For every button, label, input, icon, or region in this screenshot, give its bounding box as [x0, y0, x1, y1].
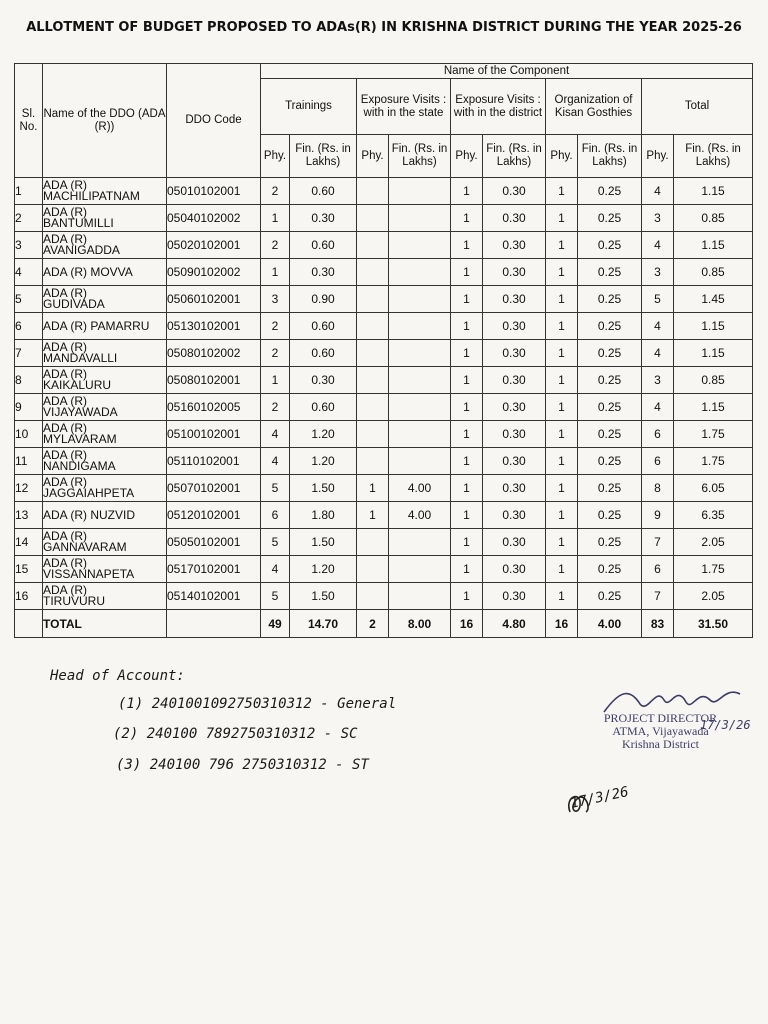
sl-no-cell: 12 — [15, 475, 43, 502]
table-row — [15, 259, 753, 286]
exposure-district-phy-cell: 1 — [451, 205, 483, 232]
ddo-name-place: TIRUVURU — [43, 594, 105, 608]
exposure-state-phy-cell — [357, 205, 389, 232]
total-phy-cell: 7 — [642, 529, 674, 556]
ddo-name-cell — [43, 556, 167, 583]
total-fin-cell: 1.75 — [674, 556, 753, 583]
sl-no-cell: 2 — [15, 205, 43, 232]
exposure-state-phy-cell: 1 — [357, 475, 389, 502]
trainings-fin-cell: 1.80 — [290, 502, 357, 529]
header-ddo-name: Name of the DDO (ADA (R)) — [43, 64, 167, 178]
table-row — [15, 421, 753, 448]
trainings-fin-cell: 1.50 — [290, 583, 357, 610]
table-row — [15, 556, 753, 583]
ddo-name-prefix: ADA (R) PAMARRU — [43, 318, 150, 333]
exposure-state-fin-cell — [389, 178, 451, 205]
header-ddo-code: DDO Code — [167, 64, 261, 178]
gosthies-fin-cell: 0.25 — [578, 583, 642, 610]
trainings-fin-cell: 0.90 — [290, 286, 357, 313]
total-phy-cell: 6 — [642, 556, 674, 583]
total-trainings-phy: 49 — [261, 610, 290, 638]
total-phy-cell: 4 — [642, 340, 674, 367]
header-phy: Phy. — [451, 135, 483, 178]
ddo-code-cell: 05050102001 — [167, 529, 261, 556]
exposure-district-phy-cell: 1 — [451, 421, 483, 448]
exposure-district-phy-cell: 1 — [451, 448, 483, 475]
trainings-phy-cell: 6 — [261, 502, 290, 529]
total-phy: 83 — [642, 610, 674, 638]
gosthies-phy-cell: 1 — [546, 448, 578, 475]
ddo-name-cell — [43, 259, 167, 286]
exposure-state-fin-cell — [389, 367, 451, 394]
ddo-name-place: VIJAYAWADA — [43, 405, 118, 419]
table-row — [15, 232, 753, 259]
ddo-name-place: KAIKALURU — [43, 378, 112, 392]
initials-date: 17/3/26 — [568, 784, 631, 812]
exposure-state-fin-cell — [389, 232, 451, 259]
handwritten-account-1: (1) 2401001092750310312 - General — [118, 696, 397, 712]
table-row — [15, 475, 753, 502]
ddo-name-cell — [43, 421, 167, 448]
total-fin-cell: 1.15 — [674, 313, 753, 340]
table-row — [15, 529, 753, 556]
exposure-district-fin-cell: 0.30 — [483, 313, 546, 340]
exposure-state-phy-cell — [357, 529, 389, 556]
exposure-district-fin-cell: 0.30 — [483, 583, 546, 610]
header-phy: Phy. — [546, 135, 578, 178]
exposure-district-phy-cell: 1 — [451, 178, 483, 205]
total-fin-cell: 0.85 — [674, 367, 753, 394]
trainings-phy-cell: 5 — [261, 583, 290, 610]
header-fin: Fin. (Rs. in Lakhs) — [389, 135, 451, 178]
exposure-state-fin-cell — [389, 259, 451, 286]
exposure-state-phy-cell — [357, 313, 389, 340]
sl-no-cell: 4 — [15, 259, 43, 286]
header-exposure-state: Exposure Visits : with in the state — [357, 79, 451, 135]
total-gosthies-fin: 4.00 — [578, 610, 642, 638]
ddo-name-prefix: ADA (R) — [43, 475, 88, 489]
ddo-name-place: GUDIVADA — [43, 297, 105, 311]
total-trainings-fin: 14.70 — [290, 610, 357, 638]
total-phy-cell: 7 — [642, 583, 674, 610]
exposure-district-phy-cell: 1 — [451, 286, 483, 313]
exposure-district-phy-cell: 1 — [451, 556, 483, 583]
trainings-phy-cell: 1 — [261, 367, 290, 394]
exposure-district-phy-cell: 1 — [451, 583, 483, 610]
table-row — [15, 205, 753, 232]
ddo-name-cell — [43, 313, 167, 340]
exposure-district-phy-cell: 1 — [451, 367, 483, 394]
header-exposure-district: Exposure Visits : with in the district — [451, 79, 546, 135]
ddo-code-cell: 05160102005 — [167, 394, 261, 421]
ddo-name-cell — [43, 448, 167, 475]
gosthies-phy-cell: 1 — [546, 556, 578, 583]
sl-no-cell: 14 — [15, 529, 43, 556]
exposure-district-fin-cell: 0.30 — [483, 529, 546, 556]
exposure-state-fin-cell — [389, 529, 451, 556]
total-fin-cell: 6.05 — [674, 475, 753, 502]
table-row — [15, 394, 753, 421]
total-fin-cell: 0.85 — [674, 205, 753, 232]
header-component: Name of the Component — [261, 64, 753, 79]
table-row — [15, 340, 753, 367]
budget-table — [14, 63, 753, 638]
exposure-state-fin-cell — [389, 394, 451, 421]
total-fin-cell: 1.45 — [674, 286, 753, 313]
ddo-name-cell — [43, 394, 167, 421]
exposure-district-phy-cell: 1 — [451, 232, 483, 259]
trainings-fin-cell: 0.30 — [290, 205, 357, 232]
trainings-fin-cell: 0.60 — [290, 394, 357, 421]
table-row — [15, 502, 753, 529]
ddo-name-cell — [43, 529, 167, 556]
ddo-code-cell: 05110102001 — [167, 448, 261, 475]
header-total: Total — [642, 79, 753, 135]
sl-no-cell: 9 — [15, 394, 43, 421]
header-phy: Phy. — [261, 135, 290, 178]
sl-no-cell: 11 — [15, 448, 43, 475]
total-fin-cell: 1.15 — [674, 340, 753, 367]
trainings-fin-cell: 0.60 — [290, 340, 357, 367]
ddo-code-cell: 05090102002 — [167, 259, 261, 286]
ddo-code-cell: 05100102001 — [167, 421, 261, 448]
ddo-code-cell: 05130102001 — [167, 313, 261, 340]
ddo-name-prefix: ADA (R) — [43, 205, 88, 219]
total-phy-cell: 6 — [642, 421, 674, 448]
trainings-fin-cell: 1.20 — [290, 421, 357, 448]
trainings-phy-cell: 1 — [261, 259, 290, 286]
total-row — [15, 610, 753, 638]
ddo-code-cell: 05140102001 — [167, 583, 261, 610]
exposure-state-phy-cell — [357, 232, 389, 259]
trainings-phy-cell: 2 — [261, 313, 290, 340]
exposure-district-phy-cell: 1 — [451, 313, 483, 340]
trainings-fin-cell: 0.60 — [290, 232, 357, 259]
ddo-name-prefix: ADA (R) — [43, 232, 88, 246]
gosthies-phy-cell: 1 — [546, 340, 578, 367]
total-exposure-district-phy: 16 — [451, 610, 483, 638]
total-phy-cell: 4 — [642, 178, 674, 205]
exposure-state-fin-cell — [389, 448, 451, 475]
trainings-phy-cell: 5 — [261, 529, 290, 556]
gosthies-fin-cell: 0.25 — [578, 502, 642, 529]
exposure-state-phy-cell — [357, 340, 389, 367]
total-phy-cell: 3 — [642, 205, 674, 232]
ddo-name-prefix: ADA (R) — [43, 448, 88, 462]
gosthies-phy-cell: 1 — [546, 475, 578, 502]
sl-no-cell: 13 — [15, 502, 43, 529]
table-row — [15, 286, 753, 313]
ddo-code-cell: 05040102002 — [167, 205, 261, 232]
exposure-state-phy-cell — [357, 448, 389, 475]
ddo-name-prefix: ADA (R) — [43, 529, 88, 543]
total-phy-cell: 4 — [642, 394, 674, 421]
exposure-state-fin-cell — [389, 313, 451, 340]
ddo-code-cell: 05070102001 — [167, 475, 261, 502]
stamp-org: ATMA, Vijayawada — [612, 724, 709, 738]
exposure-district-fin-cell: 0.30 — [483, 178, 546, 205]
trainings-phy-cell: 4 — [261, 556, 290, 583]
exposure-state-phy-cell — [357, 178, 389, 205]
exposure-state-phy-cell — [357, 286, 389, 313]
document-title: ALLOTMENT OF BUDGET PROPOSED TO ADAs(R) IN KRISHNA DISTRICT DURING THE YEAR 2025-26 — [26, 20, 742, 35]
gosthies-fin-cell: 0.25 — [578, 475, 642, 502]
ddo-name-prefix: ADA (R) — [43, 178, 88, 192]
trainings-phy-cell: 2 — [261, 178, 290, 205]
ddo-name-prefix: ADA (R) NUZVID — [43, 507, 136, 522]
gosthies-fin-cell: 0.25 — [578, 313, 642, 340]
total-phy-cell: 3 — [642, 259, 674, 286]
gosthies-phy-cell: 1 — [546, 286, 578, 313]
table-row — [15, 448, 753, 475]
header-sl-no: Sl. No. — [15, 64, 43, 178]
trainings-phy-cell: 1 — [261, 205, 290, 232]
total-phy-cell: 4 — [642, 232, 674, 259]
gosthies-phy-cell: 1 — [546, 529, 578, 556]
gosthies-phy-cell: 1 — [546, 232, 578, 259]
header-trainings: Trainings — [261, 79, 357, 135]
exposure-district-phy-cell: 1 — [451, 529, 483, 556]
gosthies-fin-cell: 0.25 — [578, 367, 642, 394]
trainings-phy-cell: 4 — [261, 448, 290, 475]
exposure-state-fin-cell — [389, 340, 451, 367]
header-fin: Fin. (Rs. in Lakhs) — [290, 135, 357, 178]
gosthies-phy-cell: 1 — [546, 259, 578, 286]
ddo-name-prefix: ADA (R) — [43, 583, 88, 597]
exposure-state-phy-cell: 1 — [357, 502, 389, 529]
exposure-district-phy-cell: 1 — [451, 340, 483, 367]
ddo-name-cell — [43, 340, 167, 367]
ddo-name-cell — [43, 286, 167, 313]
gosthies-phy-cell: 1 — [546, 421, 578, 448]
gosthies-fin-cell: 0.25 — [578, 259, 642, 286]
total-phy-cell: 8 — [642, 475, 674, 502]
trainings-fin-cell: 0.60 — [290, 178, 357, 205]
table-row — [15, 583, 753, 610]
gosthies-phy-cell: 1 — [546, 178, 578, 205]
total-fin-cell: 0.85 — [674, 259, 753, 286]
exposure-district-fin-cell: 0.30 — [483, 502, 546, 529]
exposure-district-fin-cell: 0.30 — [483, 556, 546, 583]
exposure-state-phy-cell — [357, 556, 389, 583]
ddo-name-prefix: ADA (R) — [43, 367, 88, 381]
exposure-district-phy-cell: 1 — [451, 259, 483, 286]
stamp-title: PROJECT DIRECTOR — [603, 711, 718, 725]
gosthies-fin-cell: 0.25 — [578, 448, 642, 475]
trainings-fin-cell: 1.20 — [290, 556, 357, 583]
gosthies-fin-cell: 0.25 — [578, 178, 642, 205]
trainings-phy-cell: 3 — [261, 286, 290, 313]
exposure-state-fin-cell — [389, 556, 451, 583]
gosthies-phy-cell: 1 — [546, 313, 578, 340]
sl-no-cell: 5 — [15, 286, 43, 313]
exposure-district-phy-cell: 1 — [451, 502, 483, 529]
table-row — [15, 178, 753, 205]
ddo-name-place: MACHILIPATNAM — [43, 189, 140, 203]
exposure-state-phy-cell — [357, 259, 389, 286]
total-fin-cell: 2.05 — [674, 583, 753, 610]
gosthies-fin-cell: 0.25 — [578, 529, 642, 556]
trainings-fin-cell: 0.30 — [290, 367, 357, 394]
header-phy: Phy. — [642, 135, 674, 178]
total-exposure-district-fin: 4.80 — [483, 610, 546, 638]
exposure-district-phy-cell: 1 — [451, 475, 483, 502]
ddo-name-cell — [43, 367, 167, 394]
exposure-district-fin-cell: 0.30 — [483, 205, 546, 232]
handwritten-account-3: (3) 240100 796 2750310312 - ST — [116, 757, 369, 773]
trainings-fin-cell: 0.30 — [290, 259, 357, 286]
total-fin-cell: 1.75 — [674, 421, 753, 448]
total-fin-cell: 1.15 — [674, 394, 753, 421]
ddo-name-cell — [43, 178, 167, 205]
trainings-fin-cell: 0.60 — [290, 313, 357, 340]
gosthies-phy-cell: 1 — [546, 394, 578, 421]
exposure-state-phy-cell — [357, 583, 389, 610]
exposure-district-fin-cell: 0.30 — [483, 340, 546, 367]
ddo-code-cell: 05020102001 — [167, 232, 261, 259]
trainings-phy-cell: 2 — [261, 394, 290, 421]
total-fin: 31.50 — [674, 610, 753, 638]
ddo-name-cell — [43, 232, 167, 259]
header-fin: Fin. (Rs. in Lakhs) — [483, 135, 546, 178]
ddo-name-prefix: ADA (R) MOVVA — [43, 264, 133, 279]
ddo-name-prefix: ADA (R) — [43, 394, 88, 408]
exposure-district-phy-cell: 1 — [451, 394, 483, 421]
sl-no-cell: 7 — [15, 340, 43, 367]
total-exposure-state-fin: 8.00 — [389, 610, 451, 638]
exposure-district-fin-cell: 0.30 — [483, 394, 546, 421]
ddo-name-place: JAGGAIAHPETA — [43, 486, 135, 500]
exposure-district-fin-cell: 0.30 — [483, 475, 546, 502]
trainings-phy-cell: 4 — [261, 421, 290, 448]
exposure-state-fin-cell: 4.00 — [389, 502, 451, 529]
table-row — [15, 367, 753, 394]
sl-no-cell: 8 — [15, 367, 43, 394]
exposure-state-fin-cell: 4.00 — [389, 475, 451, 502]
table-row — [15, 313, 753, 340]
exposure-state-phy-cell — [357, 421, 389, 448]
ddo-name-place: GANNAVARAM — [43, 540, 127, 554]
gosthies-fin-cell: 0.25 — [578, 394, 642, 421]
sl-no-cell: 15 — [15, 556, 43, 583]
exposure-state-phy-cell — [357, 394, 389, 421]
total-phy-cell: 3 — [642, 367, 674, 394]
exposure-state-fin-cell — [389, 583, 451, 610]
exposure-district-fin-cell: 0.30 — [483, 232, 546, 259]
exposure-district-fin-cell: 0.30 — [483, 448, 546, 475]
trainings-phy-cell: 2 — [261, 232, 290, 259]
total-label: TOTAL — [43, 610, 167, 638]
total-fin-cell: 1.75 — [674, 448, 753, 475]
exposure-district-fin-cell: 0.30 — [483, 286, 546, 313]
total-fin-cell: 1.15 — [674, 232, 753, 259]
ddo-code-cell: 05010102001 — [167, 178, 261, 205]
sl-no-cell: 6 — [15, 313, 43, 340]
total-phy-cell: 4 — [642, 313, 674, 340]
header-kisan-gosthies: Organization of Kisan Gosthies — [546, 79, 642, 135]
ddo-code-cell: 05080102001 — [167, 367, 261, 394]
total-fin-cell: 2.05 — [674, 529, 753, 556]
handwritten-account-2: (2) 240100 7892750310312 - SC — [113, 726, 358, 742]
sl-no-cell: 1 — [15, 178, 43, 205]
total-fin-cell: 1.15 — [674, 178, 753, 205]
exposure-district-fin-cell: 0.30 — [483, 259, 546, 286]
gosthies-fin-cell: 0.25 — [578, 421, 642, 448]
ddo-name-place: NANDIGAMA — [43, 459, 116, 473]
gosthies-fin-cell: 0.25 — [578, 340, 642, 367]
exposure-state-fin-cell — [389, 286, 451, 313]
gosthies-fin-cell: 0.25 — [578, 232, 642, 259]
trainings-phy-cell: 2 — [261, 340, 290, 367]
total-phy-cell: 5 — [642, 286, 674, 313]
total-exposure-state-phy: 2 — [357, 610, 389, 638]
exposure-district-fin-cell: 0.30 — [483, 421, 546, 448]
total-fin-cell: 6.35 — [674, 502, 753, 529]
ddo-code-cell: 05120102001 — [167, 502, 261, 529]
gosthies-fin-cell: 0.25 — [578, 205, 642, 232]
header-phy: Phy. — [357, 135, 389, 178]
header-fin: Fin. (Rs. in Lakhs) — [674, 135, 753, 178]
ddo-code-cell: 05170102001 — [167, 556, 261, 583]
trainings-fin-cell: 1.20 — [290, 448, 357, 475]
gosthies-phy-cell: 1 — [546, 583, 578, 610]
exposure-state-fin-cell — [389, 421, 451, 448]
exposure-state-fin-cell — [389, 205, 451, 232]
gosthies-fin-cell: 0.25 — [578, 556, 642, 583]
ddo-code-cell: 05080102002 — [167, 340, 261, 367]
total-gosthies-phy: 16 — [546, 610, 578, 638]
ddo-name-cell — [43, 502, 167, 529]
exposure-state-phy-cell — [357, 367, 389, 394]
handwritten-heading: Head of Account: — [50, 668, 185, 684]
gosthies-phy-cell: 1 — [546, 367, 578, 394]
ddo-name-cell — [43, 583, 167, 610]
ddo-name-prefix: ADA (R) — [43, 556, 88, 570]
stamp-date: 17/3/26 — [700, 718, 751, 732]
ddo-name-prefix: ADA (R) — [43, 421, 88, 435]
ddo-name-cell — [43, 475, 167, 502]
trainings-fin-cell: 1.50 — [290, 529, 357, 556]
sl-no-cell: 16 — [15, 583, 43, 610]
gosthies-phy-cell: 1 — [546, 502, 578, 529]
trainings-phy-cell: 5 — [261, 475, 290, 502]
ddo-name-place: MANDAVALLI — [43, 351, 118, 365]
ddo-name-cell — [43, 205, 167, 232]
total-phy-cell: 6 — [642, 448, 674, 475]
ddo-name-place: VISSANNAPETA — [43, 567, 135, 581]
stamp-district: Krishna District — [622, 737, 699, 751]
total-phy-cell: 9 — [642, 502, 674, 529]
ddo-name-prefix: ADA (R) — [43, 286, 88, 300]
sl-no-cell: 3 — [15, 232, 43, 259]
header-fin: Fin. (Rs. in Lakhs) — [578, 135, 642, 178]
trainings-fin-cell: 1.50 — [290, 475, 357, 502]
ddo-name-prefix: ADA (R) — [43, 340, 88, 354]
gosthies-fin-cell: 0.25 — [578, 286, 642, 313]
gosthies-phy-cell: 1 — [546, 205, 578, 232]
exposure-district-fin-cell: 0.30 — [483, 367, 546, 394]
ddo-name-place: AVANIGADDA — [43, 243, 120, 257]
sl-no-cell: 10 — [15, 421, 43, 448]
ddo-name-place: BANTUMILLI — [43, 216, 114, 230]
ddo-name-place: MYLAVARAM — [43, 432, 117, 446]
ddo-code-cell: 05060102001 — [167, 286, 261, 313]
